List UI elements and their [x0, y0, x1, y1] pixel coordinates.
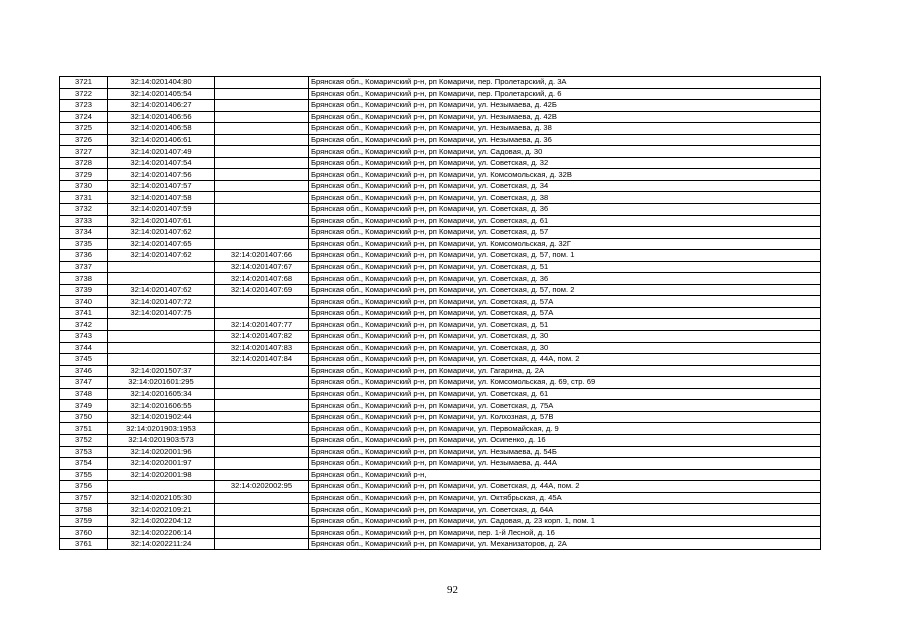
page-number: 92 — [447, 584, 458, 596]
premises-number-cell — [215, 458, 309, 470]
cadastral-number-cell: 32:14:0202211:24 — [108, 538, 215, 550]
row-number-cell: 3737 — [60, 261, 108, 273]
address-cell: Брянская обл., Комаричский р-н, рп Комаричи, ул. Гагарина, д. 2А — [309, 365, 821, 377]
cadastral-number-cell: 32:14:0201406:27 — [108, 100, 215, 112]
row-number-cell: 3756 — [60, 481, 108, 493]
row-number-cell: 3744 — [60, 342, 108, 354]
table-row — [60, 377, 821, 389]
cadastral-number-cell: 32:14:0201606:55 — [108, 400, 215, 412]
cadastral-number-cell: 32:14:0202001:96 — [108, 446, 215, 458]
table-row — [60, 388, 821, 400]
premises-number-cell — [215, 134, 309, 146]
table-row — [60, 88, 821, 100]
premises-number-cell — [215, 215, 309, 227]
address-cell: Брянская обл., Комаричский р-н, рп Комаричи, пер. Пролетарский, д. 6 — [309, 88, 821, 100]
premises-number-cell — [215, 296, 309, 308]
premises-number-cell — [215, 446, 309, 458]
premises-number-cell — [215, 111, 309, 123]
cadastral-number-cell — [108, 273, 215, 285]
address-cell: Брянская обл., Комаричский р-н, рп Комаричи, ул. Первомайская, д. 9 — [309, 423, 821, 435]
row-number-cell: 3761 — [60, 538, 108, 550]
address-cell: Брянская обл., Комаричский р-н, рп Комаричи, ул. Советская, д. 32 — [309, 157, 821, 169]
cadastral-number-cell: 32:14:0201404:80 — [108, 77, 215, 89]
address-cell: Брянская обл., Комаричский р-н, рп Комаричи, ул. Незымаева, д. 38 — [309, 123, 821, 135]
table-row — [60, 481, 821, 493]
row-number-cell: 3727 — [60, 146, 108, 158]
cadastral-number-cell: 32:14:0202001:98 — [108, 469, 215, 481]
table-row — [60, 261, 821, 273]
premises-number-cell — [215, 238, 309, 250]
cadastral-number-cell: 32:14:0201407:62 — [108, 250, 215, 262]
address-cell: Брянская обл., Комаричский р-н, рп Комаричи, ул. Советская, д. 51 — [309, 261, 821, 273]
address-cell: Брянская обл., Комаричский р-н, рп Комаричи, пер. 1-й Лесной, д. 16 — [309, 527, 821, 539]
row-number-cell: 3732 — [60, 204, 108, 216]
cadastral-number-cell — [108, 481, 215, 493]
row-number-cell: 3738 — [60, 273, 108, 285]
table-row — [60, 123, 821, 135]
table-row — [60, 307, 821, 319]
table-row — [60, 296, 821, 308]
address-cell: Брянская обл., Комаричский р-н, рп Комаричи, ул. Механизаторов, д. 2А — [309, 538, 821, 550]
row-number-cell: 3726 — [60, 134, 108, 146]
premises-number-cell — [215, 434, 309, 446]
address-cell: Брянская обл., Комаричский р-н, рп Комаричи, ул. Садовая, д. 30 — [309, 146, 821, 158]
row-number-cell: 3728 — [60, 157, 108, 169]
cadastral-number-cell: 32:14:0201407:58 — [108, 192, 215, 204]
address-cell: Брянская обл., Комаричский р-н, рп Комаричи, ул. Советская, д. 57, пом. 1 — [309, 250, 821, 262]
address-cell: Брянская обл., Комаричский р-н, рп Комаричи, ул. Советская, д. 64А — [309, 504, 821, 516]
premises-number-cell — [215, 307, 309, 319]
row-number-cell: 3735 — [60, 238, 108, 250]
table-row — [60, 504, 821, 516]
row-number-cell: 3746 — [60, 365, 108, 377]
address-cell: Брянская обл., Комаричский р-н, рп Комаричи, ул. Незымаева, д. 42В — [309, 111, 821, 123]
table-row — [60, 227, 821, 239]
table-row — [60, 342, 821, 354]
address-cell: Брянская обл., Комаричский р-н, рп Комаричи, ул. Советская, д. 34 — [309, 180, 821, 192]
row-number-cell: 3747 — [60, 377, 108, 389]
row-number-cell: 3721 — [60, 77, 108, 89]
premises-number-cell — [215, 377, 309, 389]
row-number-cell: 3755 — [60, 469, 108, 481]
premises-number-cell — [215, 157, 309, 169]
premises-number-cell: 32:14:0201407:67 — [215, 261, 309, 273]
row-number-cell: 3759 — [60, 515, 108, 527]
address-cell: Брянская обл., Комаричский р-н, рп Комаричи, ул. Советская, д. 57А — [309, 307, 821, 319]
table-row — [60, 458, 821, 470]
table-row — [60, 100, 821, 112]
table-row — [60, 423, 821, 435]
premises-number-cell — [215, 423, 309, 435]
premises-number-cell — [215, 227, 309, 239]
registry-table — [59, 76, 821, 550]
premises-number-cell — [215, 400, 309, 412]
table-row — [60, 134, 821, 146]
address-cell: Брянская обл., Комаричский р-н, рп Комаричи, ул. Советская, д. 61 — [309, 215, 821, 227]
row-number-cell: 3748 — [60, 388, 108, 400]
premises-number-cell — [215, 100, 309, 112]
cadastral-number-cell — [108, 261, 215, 273]
table-row — [60, 180, 821, 192]
cadastral-number-cell: 32:14:0201407:59 — [108, 204, 215, 216]
premises-number-cell: 32:14:0201407:84 — [215, 354, 309, 366]
table-row — [60, 250, 821, 262]
address-cell: Брянская обл., Комаричский р-н, рп Комаричи, ул. Комсомольская, д. 32Г — [309, 238, 821, 250]
cadastral-number-cell: 32:14:0201405:54 — [108, 88, 215, 100]
cadastral-number-cell: 32:14:0201407:62 — [108, 284, 215, 296]
address-cell: Брянская обл., Комаричский р-н, рп Комаричи, ул. Советская, д. 30 — [309, 331, 821, 343]
address-cell: Брянская обл., Комаричский р-н, рп Комаричи, ул. Незымаева, д. 54Б — [309, 446, 821, 458]
table-row — [60, 411, 821, 423]
row-number-cell: 3754 — [60, 458, 108, 470]
table-row — [60, 319, 821, 331]
table-row — [60, 354, 821, 366]
address-cell: Брянская обл., Комаричский р-н, рп Комаричи, ул. Советская, д. 44А, пом. 2 — [309, 354, 821, 366]
table-row — [60, 434, 821, 446]
address-cell: Брянская обл., Комаричский р-н, — [309, 469, 821, 481]
premises-number-cell — [215, 192, 309, 204]
address-cell: Брянская обл., Комаричский р-н, рп Комаричи, ул. Советская, д. 36 — [309, 273, 821, 285]
table-row — [60, 157, 821, 169]
row-number-cell: 3758 — [60, 504, 108, 516]
cadastral-number-cell: 32:14:0201407:65 — [108, 238, 215, 250]
address-cell: Брянская обл., Комаричский р-н, рп Комаричи, ул. Незымаева, д. 36 — [309, 134, 821, 146]
cadastral-number-cell: 32:14:0201407:49 — [108, 146, 215, 158]
row-number-cell: 3751 — [60, 423, 108, 435]
table-row — [60, 446, 821, 458]
cadastral-number-cell: 32:14:0202105:30 — [108, 492, 215, 504]
row-number-cell: 3745 — [60, 354, 108, 366]
address-cell: Брянская обл., Комаричский р-н, рп Комаричи, ул. Садовая, д. 23 корп. 1, пом. 1 — [309, 515, 821, 527]
row-number-cell: 3730 — [60, 180, 108, 192]
table-row — [60, 169, 821, 181]
premises-number-cell — [215, 77, 309, 89]
row-number-cell: 3741 — [60, 307, 108, 319]
address-cell: Брянская обл., Комаричский р-н, рп Комаричи, ул. Незымаева, д. 44А — [309, 458, 821, 470]
cadastral-number-cell — [108, 331, 215, 343]
cadastral-number-cell: 32:14:0201903:573 — [108, 434, 215, 446]
table-row — [60, 238, 821, 250]
row-number-cell: 3760 — [60, 527, 108, 539]
table-row — [60, 146, 821, 158]
table-row — [60, 273, 821, 285]
premises-number-cell — [215, 365, 309, 377]
cadastral-number-cell — [108, 354, 215, 366]
table-row — [60, 400, 821, 412]
address-cell: Брянская обл., Комаричский р-н, рп Комаричи, ул. Советская, д. 44А, пом. 2 — [309, 481, 821, 493]
row-number-cell: 3752 — [60, 434, 108, 446]
table-row — [60, 538, 821, 550]
table-row — [60, 192, 821, 204]
address-cell: Брянская обл., Комаричский р-н, рп Комаричи, ул. Советская, д. 38 — [309, 192, 821, 204]
cadastral-number-cell: 32:14:0201407:72 — [108, 296, 215, 308]
cadastral-number-cell: 32:14:0201605:34 — [108, 388, 215, 400]
address-cell: Брянская обл., Комаричский р-н, рп Комаричи, ул. Советская, д. 57 — [309, 227, 821, 239]
table-row — [60, 111, 821, 123]
table-row — [60, 77, 821, 89]
address-cell: Брянская обл., Комаричский р-н, рп Комаричи, ул. Советская, д. 36 — [309, 204, 821, 216]
table-row — [60, 515, 821, 527]
table-row — [60, 527, 821, 539]
premises-number-cell: 32:14:0201407:68 — [215, 273, 309, 285]
address-cell: Брянская обл., Комаричский р-н, рп Комаричи, ул. Незымаева, д. 42Б — [309, 100, 821, 112]
premises-number-cell — [215, 146, 309, 158]
address-cell: Брянская обл., Комаричский р-н, рп Комаричи, ул. Комсомольская, д. 69, стр. 69 — [309, 377, 821, 389]
premises-number-cell — [215, 169, 309, 181]
cadastral-number-cell: 32:14:0202109:21 — [108, 504, 215, 516]
cadastral-number-cell: 32:14:0201407:57 — [108, 180, 215, 192]
cadastral-number-cell: 32:14:0201407:54 — [108, 157, 215, 169]
row-number-cell: 3734 — [60, 227, 108, 239]
premises-number-cell: 32:14:0202002:95 — [215, 481, 309, 493]
row-number-cell: 3725 — [60, 123, 108, 135]
address-cell: Брянская обл., Комаричский р-н, рп Комаричи, ул. Советская, д. 57А — [309, 296, 821, 308]
premises-number-cell — [215, 504, 309, 516]
row-number-cell: 3749 — [60, 400, 108, 412]
cadastral-number-cell: 32:14:0201507:37 — [108, 365, 215, 377]
premises-number-cell: 32:14:0201407:66 — [215, 250, 309, 262]
table-row — [60, 492, 821, 504]
premises-number-cell: 32:14:0201407:82 — [215, 331, 309, 343]
row-number-cell: 3750 — [60, 411, 108, 423]
address-cell: Брянская обл., Комаричский р-н, рп Комаричи, ул. Советская, д. 61 — [309, 388, 821, 400]
table-row — [60, 284, 821, 296]
row-number-cell: 3724 — [60, 111, 108, 123]
cadastral-number-cell: 32:14:0201407:61 — [108, 215, 215, 227]
cadastral-number-cell: 32:14:0201601:295 — [108, 377, 215, 389]
row-number-cell: 3742 — [60, 319, 108, 331]
cadastral-number-cell: 32:14:0202204:12 — [108, 515, 215, 527]
premises-number-cell — [215, 388, 309, 400]
table-row — [60, 365, 821, 377]
row-number-cell: 3753 — [60, 446, 108, 458]
premises-number-cell — [215, 411, 309, 423]
address-cell: Брянская обл., Комаричский р-н, рп Комаричи, ул. Советская, д. 30 — [309, 342, 821, 354]
address-cell: Брянская обл., Комаричский р-н, рп Комаричи, ул. Осипенко, д. 16 — [309, 434, 821, 446]
cadastral-number-cell: 32:14:0202001:97 — [108, 458, 215, 470]
cadastral-number-cell: 32:14:0201406:58 — [108, 123, 215, 135]
address-cell: Брянская обл., Комаричский р-н, рп Комаричи, ул. Советская, д. 75А — [309, 400, 821, 412]
premises-number-cell: 32:14:0201407:69 — [215, 284, 309, 296]
table-row — [60, 469, 821, 481]
row-number-cell: 3740 — [60, 296, 108, 308]
table-row — [60, 215, 821, 227]
premises-number-cell — [215, 492, 309, 504]
address-cell: Брянская обл., Комаричский р-н, рп Комаричи, ул. Советская, д. 51 — [309, 319, 821, 331]
cadastral-number-cell: 32:14:0202206:14 — [108, 527, 215, 539]
premises-number-cell: 32:14:0201407:77 — [215, 319, 309, 331]
premises-number-cell — [215, 527, 309, 539]
cadastral-number-cell: 32:14:0201406:61 — [108, 134, 215, 146]
registry-table-body — [60, 77, 821, 550]
premises-number-cell — [215, 123, 309, 135]
cadastral-number-cell: 32:14:0201902:44 — [108, 411, 215, 423]
address-cell: Брянская обл., Комаричский р-н, рп Комаричи, ул. Октябрьская, д. 45А — [309, 492, 821, 504]
premises-number-cell: 32:14:0201407:83 — [215, 342, 309, 354]
row-number-cell: 3739 — [60, 284, 108, 296]
row-number-cell: 3723 — [60, 100, 108, 112]
premises-number-cell — [215, 88, 309, 100]
premises-number-cell — [215, 538, 309, 550]
cadastral-number-cell: 32:14:0201407:56 — [108, 169, 215, 181]
row-number-cell: 3743 — [60, 331, 108, 343]
row-number-cell: 3757 — [60, 492, 108, 504]
premises-number-cell — [215, 204, 309, 216]
address-cell: Брянская обл., Комаричский р-н, рп Комаричи, ул. Колхозная, д. 57В — [309, 411, 821, 423]
table-row — [60, 331, 821, 343]
cadastral-number-cell — [108, 319, 215, 331]
cadastral-number-cell — [108, 342, 215, 354]
address-cell: Брянская обл., Комаричский р-н, рп Комаричи, пер. Пролетарский, д. 3А — [309, 77, 821, 89]
row-number-cell: 3729 — [60, 169, 108, 181]
row-number-cell: 3722 — [60, 88, 108, 100]
cadastral-number-cell: 32:14:0201407:75 — [108, 307, 215, 319]
address-cell: Брянская обл., Комаричский р-н, рп Комаричи, ул. Комсомольская, д. 32В — [309, 169, 821, 181]
row-number-cell: 3733 — [60, 215, 108, 227]
premises-number-cell — [215, 515, 309, 527]
table-row — [60, 204, 821, 216]
cadastral-number-cell: 32:14:0201406:56 — [108, 111, 215, 123]
address-cell: Брянская обл., Комаричский р-н, рп Комаричи, ул. Советская, д. 57, пом. 2 — [309, 284, 821, 296]
row-number-cell: 3736 — [60, 250, 108, 262]
premises-number-cell — [215, 180, 309, 192]
premises-number-cell — [215, 469, 309, 481]
cadastral-number-cell: 32:14:0201903:1953 — [108, 423, 215, 435]
row-number-cell: 3731 — [60, 192, 108, 204]
cadastral-number-cell: 32:14:0201407:62 — [108, 227, 215, 239]
